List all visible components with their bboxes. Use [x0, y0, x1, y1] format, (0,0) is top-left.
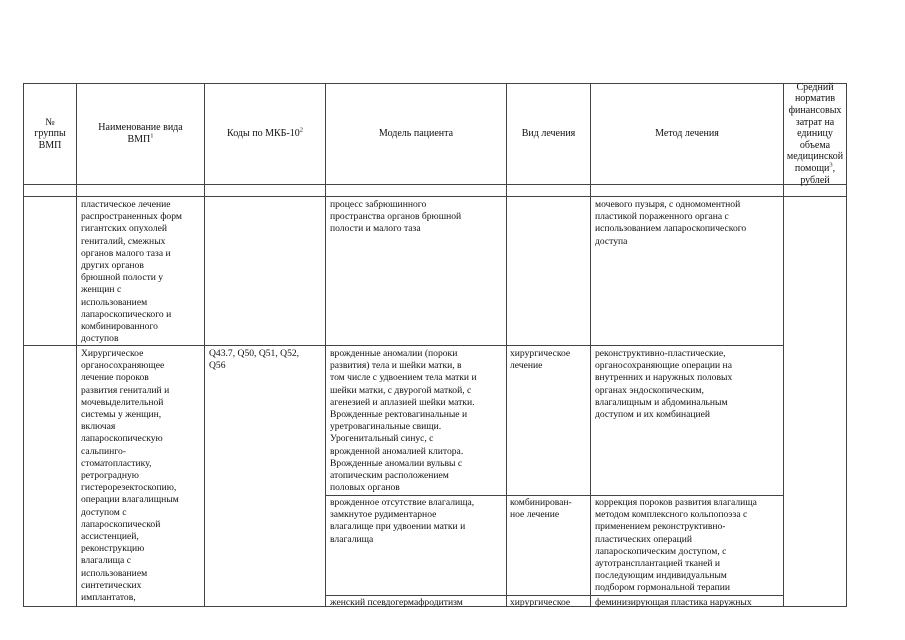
- header-vmp-name: [77, 84, 204, 184]
- treatment-table: [23, 83, 847, 607]
- header-average-cost-unit: , рублей: [800, 162, 836, 186]
- header-vmp-name-text: [98, 122, 182, 145]
- header-vmp-name-label: Наименование вида ВМП: [98, 122, 183, 145]
- sub-row-1-bottom-border: [325, 495, 783, 496]
- header-patient-model-text: Модель пациента: [378, 128, 454, 140]
- footnote-marker-2: 2: [299, 126, 303, 134]
- row-2b-treatment-method: коррекция пороков развития влагалища методом комплексного кольпопоэза с применением реконструктивно- пластических операций лапароскопическим доступом, с аутотрансплантацией тканей и последующим индивидуальным подбором гормональной терапии: [595, 497, 757, 594]
- row-2-icd-codes: Q43.7, Q50, Q51, Q52, Q56: [209, 348, 300, 372]
- row-2a-patient-model: врожденные аномалии (пороки развития) тела и шейки матки, в том числе с удвоением тела матки и шейки матки, с двурогой маткой, с агенезией и аплазией шейки матки. Врожденные ректовагинальные и уретровагинальные свищи. Урогенитальный синус, с врожденной аномалией клитора. Врожденные аномалии вульвы с атопическим расположением половых органов: [330, 348, 477, 494]
- footnote-marker-1: 1: [150, 132, 154, 140]
- header-group-number: [24, 84, 76, 184]
- header-treatment-method-text: Метод лечения: [655, 128, 719, 140]
- header-treatment-method: [591, 84, 783, 184]
- header-average-cost-label: Средний норматив финансовых затрат на единицу объема медицинской помощи: [786, 81, 844, 174]
- row-2c-treatment-method: феминизирующая пластика наружных: [595, 597, 752, 608]
- row-2b-patient-model: врожденное отсутствие влагалища, замкнутое рудиментарное влагалище при удвоении матки и влагалища: [330, 497, 475, 545]
- row-2a-treatment-method: реконструктивно-пластические, органосохраняющие операции на внутренних и наружных половых органах эндоскопическим, влагалищным и абдоминальным доступом и их комбинацией: [595, 348, 733, 421]
- header-icd-codes-label: Коды по МКБ-10: [227, 128, 300, 140]
- footnote-marker-3: 3: [829, 161, 833, 169]
- header-treatment-type: [507, 84, 590, 184]
- header-icd-codes-text: [227, 128, 303, 140]
- row-2c-treatment-type: хирургическое: [510, 597, 571, 608]
- row-1-vmp-name: пластическое лечение распространенных форм гигантских опухолей гениталий, смежных органов малого таза и других органов брюшной полости у женщин с использованием лапароскопического и комбинированного доступов: [81, 199, 182, 345]
- spacer-row-border: [23, 196, 847, 197]
- header-icd-codes: [205, 84, 325, 184]
- header-group-number-text: № группы ВМП: [34, 116, 66, 151]
- table-border-right: [846, 83, 847, 607]
- row-2b-treatment-type: комбинирован- ное лечение: [510, 497, 572, 521]
- header-patient-model: [326, 84, 506, 184]
- sub-row-2-bottom-border: [325, 595, 783, 596]
- row-1-treatment-method: мочевого пузыря, с одномоментной пластикой пораженного органа с использованием лапароскопического доступа: [595, 199, 747, 247]
- header-average-cost: [784, 81, 846, 186]
- row-2-vmp-name: Хирургическое органосохраняющее лечение пороков развития гениталий и мочевыделительной системы у женщин, включая лапароскопическую сальпинго- стоматопластику, ретроградную гистерорезектоскопию, операции влагалищным доступом с лапароскопической ассистенцией, реконструкцию влагалища с использованием синтетических имплантатов,: [81, 348, 179, 604]
- header-bottom-border: [23, 184, 847, 185]
- header-average-cost-text: [784, 82, 846, 186]
- row-1-patient-model: процесс забрюшинного пространства органов брюшной полости и малого таза: [330, 199, 462, 235]
- row-2c-patient-model: женский псевдогермафродитизм: [330, 597, 463, 608]
- header-treatment-type-text: Вид лечения: [521, 128, 576, 140]
- row-2a-treatment-type: хирургическое лечение: [510, 348, 571, 372]
